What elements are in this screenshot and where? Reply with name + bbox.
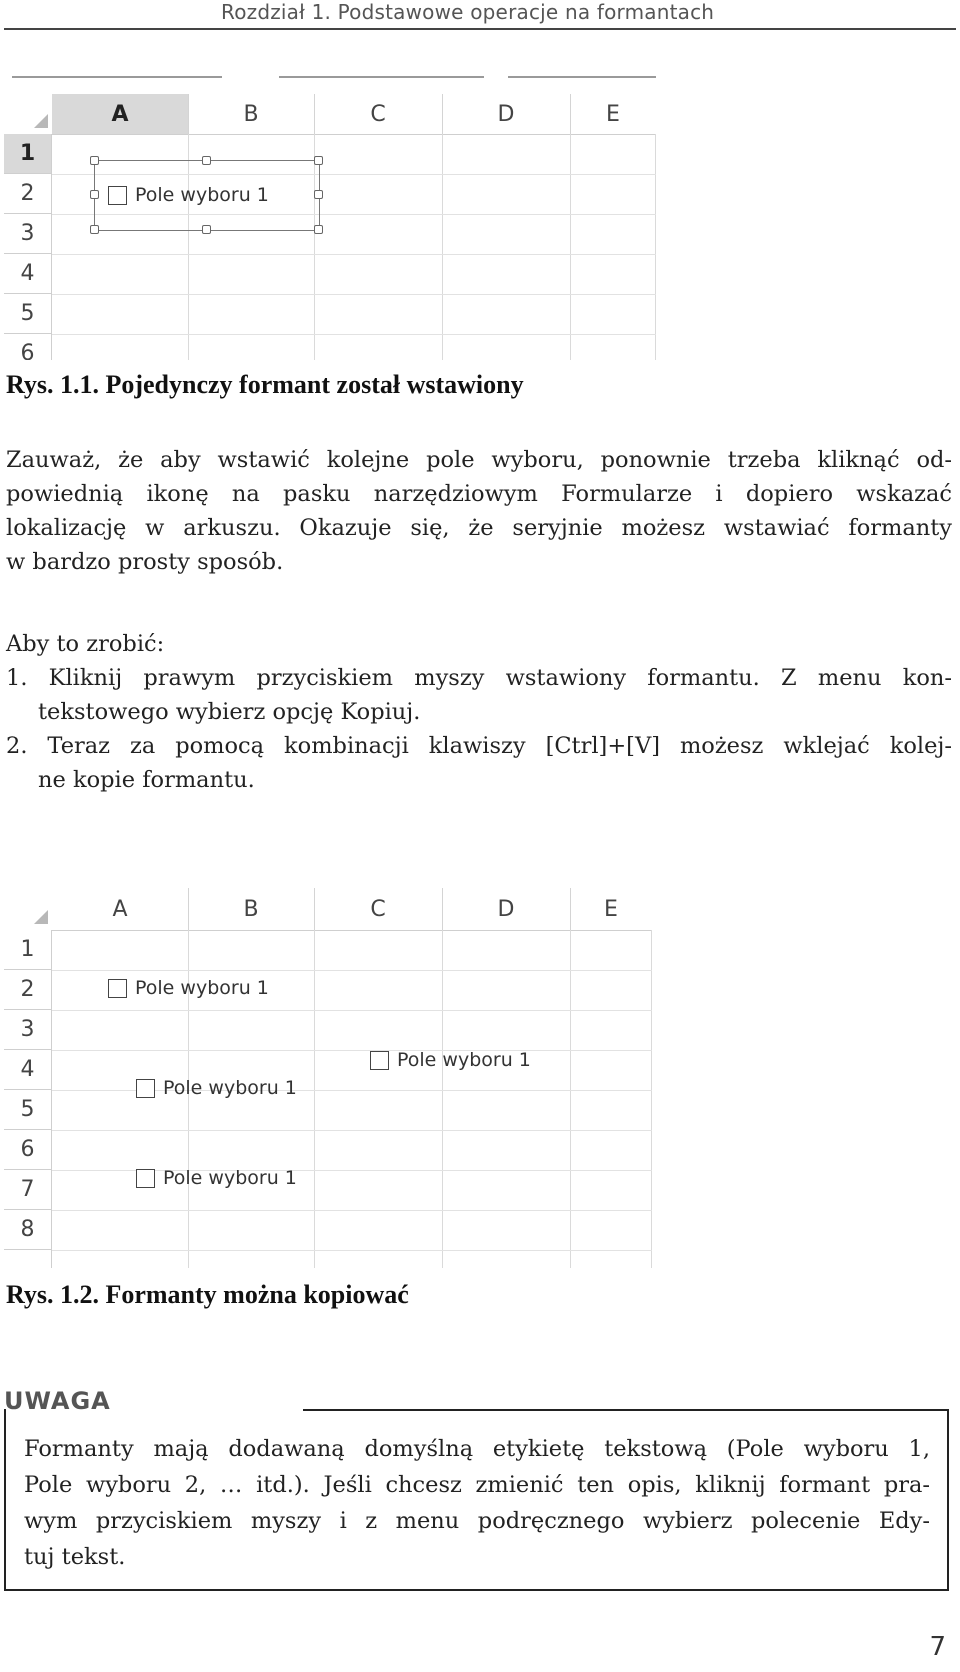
column-header-a[interactable]: A xyxy=(52,94,189,134)
grid-line xyxy=(52,1130,652,1131)
checkbox-control[interactable] xyxy=(370,1049,531,1071)
checkbox-label: Pole wyboru 1 xyxy=(397,1049,531,1071)
resize-handle[interactable] xyxy=(90,156,99,165)
resize-handle[interactable] xyxy=(314,156,323,165)
checkbox-icon[interactable] xyxy=(108,186,127,205)
grid-line xyxy=(52,1210,652,1211)
step-2-line: 2. Teraz za pomocą kombinacji klawiszy [Ctrl]+[V] możesz wklejać kolej- xyxy=(6,733,952,759)
spreadsheet-figure-2 xyxy=(4,888,652,1268)
checkbox-label: Pole wyboru 1 xyxy=(135,184,269,206)
row-header-3[interactable]: 3 xyxy=(4,1010,52,1050)
note-line: Pole wyboru 2, … itd.). Jeśli chcesz zmienić ten opis, kliknij formant pra- xyxy=(24,1472,930,1498)
resize-handle[interactable] xyxy=(202,156,211,165)
column-header-b[interactable]: B xyxy=(188,94,315,134)
column-header-b[interactable]: B xyxy=(188,888,315,930)
resize-handle[interactable] xyxy=(314,190,323,199)
row-header-5[interactable]: 5 xyxy=(4,294,52,334)
column-header-c[interactable]: C xyxy=(314,94,443,134)
resize-handle[interactable] xyxy=(90,225,99,234)
grid-line xyxy=(570,134,571,360)
figure-1-caption: Rys. 1.1. Pojedynczy formant został wstawiony xyxy=(6,370,524,399)
note-box xyxy=(4,1409,949,1591)
row-header-9[interactable] xyxy=(4,1250,52,1268)
checkbox-control[interactable] xyxy=(136,1077,297,1099)
step-1-line: 1. Kliknij prawym przyciskiem myszy wstawiony formantu. Z menu kon- xyxy=(6,665,952,691)
column-header-d[interactable]: D xyxy=(442,888,571,930)
text-line: w bardzo prosty sposób. xyxy=(6,549,284,575)
column-header-c[interactable]: C xyxy=(314,888,443,930)
grid-line xyxy=(314,930,315,1268)
spreadsheet-figure-1 xyxy=(4,76,656,360)
checkbox-control[interactable] xyxy=(108,184,269,206)
column-header-e[interactable]: E xyxy=(606,101,620,127)
row-header-3[interactable]: 3 xyxy=(4,214,52,254)
header-rule xyxy=(4,28,956,30)
figure-2-caption: Rys. 1.2. Formanty można kopiować xyxy=(6,1280,409,1309)
text-line: Zauważ, że aby wstawić kolejne pole wyboru, ponownie trzeba kliknąć od- xyxy=(6,447,952,473)
grid-line xyxy=(651,930,652,1268)
column-header-a[interactable]: A xyxy=(52,888,189,930)
checkbox-label: Pole wyboru 1 xyxy=(135,977,269,999)
column-header-e[interactable]: E xyxy=(604,896,618,922)
grid-line xyxy=(52,1010,652,1011)
grid-line xyxy=(52,1050,652,1051)
page-number: 7 xyxy=(929,1632,946,1662)
checkbox-icon[interactable] xyxy=(136,1079,155,1098)
steps-list xyxy=(6,627,952,797)
checkbox-icon[interactable] xyxy=(136,1169,155,1188)
checkbox-label: Pole wyboru 1 xyxy=(163,1167,297,1189)
note-text xyxy=(24,1431,930,1575)
grid-line xyxy=(442,134,443,360)
grid-line xyxy=(52,334,656,335)
row-header-1[interactable]: 1 xyxy=(4,134,52,174)
checkbox-icon[interactable] xyxy=(370,1051,389,1070)
checkbox-control[interactable] xyxy=(108,977,269,999)
note-line: tuj tekst. xyxy=(24,1544,126,1570)
grid-line xyxy=(442,930,443,1268)
row-header-6[interactable]: 6 xyxy=(4,1130,52,1170)
chapter-title: Rozdział 1. Podstawowe operacje na formantach xyxy=(221,0,715,24)
row-header-7[interactable]: 7 xyxy=(4,1170,52,1210)
note-line: wym przyciskiem myszy i z menu podręcznego wybierz polecenie Edy- xyxy=(24,1508,930,1534)
grid-line xyxy=(655,134,656,360)
row-header-6[interactable]: 6 xyxy=(4,334,52,360)
running-header xyxy=(0,0,960,28)
grid-line xyxy=(52,970,652,971)
column-header-d[interactable]: D xyxy=(442,94,571,134)
row-header-4[interactable]: 4 xyxy=(4,1050,52,1090)
ribbon-edge xyxy=(508,76,656,78)
grid-line xyxy=(52,294,656,295)
resize-handle[interactable] xyxy=(202,225,211,234)
grid-line xyxy=(570,930,571,1268)
select-all-corner[interactable] xyxy=(4,888,53,930)
body-paragraph xyxy=(6,443,952,579)
ribbon-edge xyxy=(12,76,222,78)
note-label: UWAGA xyxy=(4,1387,111,1415)
grid-line xyxy=(52,1250,652,1251)
resize-handle[interactable] xyxy=(90,190,99,199)
checkbox-label: Pole wyboru 1 xyxy=(163,1077,297,1099)
text-line: powiednią ikonę na pasku narzędziowym Formularze i dopiero wskazać xyxy=(6,481,952,507)
note-line: Formanty mają dodawaną domyślną etykietę tekstową (Pole wyboru 1, xyxy=(24,1436,930,1462)
row-header-8[interactable]: 8 xyxy=(4,1210,52,1250)
checkbox-control[interactable] xyxy=(136,1167,297,1189)
step-1-line: tekstowego wybierz opcję Kopiuj. xyxy=(38,699,421,725)
row-header-1[interactable]: 1 xyxy=(4,930,52,970)
text-line: lokalizację w arkuszu. Okazuje się, że seryjnie możesz wstawiać formanty xyxy=(6,515,952,541)
row-header-2[interactable]: 2 xyxy=(4,174,52,214)
grid-line xyxy=(52,254,656,255)
ribbon-edge xyxy=(279,76,484,78)
row-header-4[interactable]: 4 xyxy=(4,254,52,294)
row-header-2[interactable]: 2 xyxy=(4,970,52,1010)
select-all-corner[interactable] xyxy=(4,94,53,134)
step-2-line: ne kopie formantu. xyxy=(38,767,255,793)
steps-intro: Aby to zrobić: xyxy=(6,631,165,657)
resize-handle[interactable] xyxy=(314,225,323,234)
row-header-5[interactable]: 5 xyxy=(4,1090,52,1130)
checkbox-icon[interactable] xyxy=(108,979,127,998)
